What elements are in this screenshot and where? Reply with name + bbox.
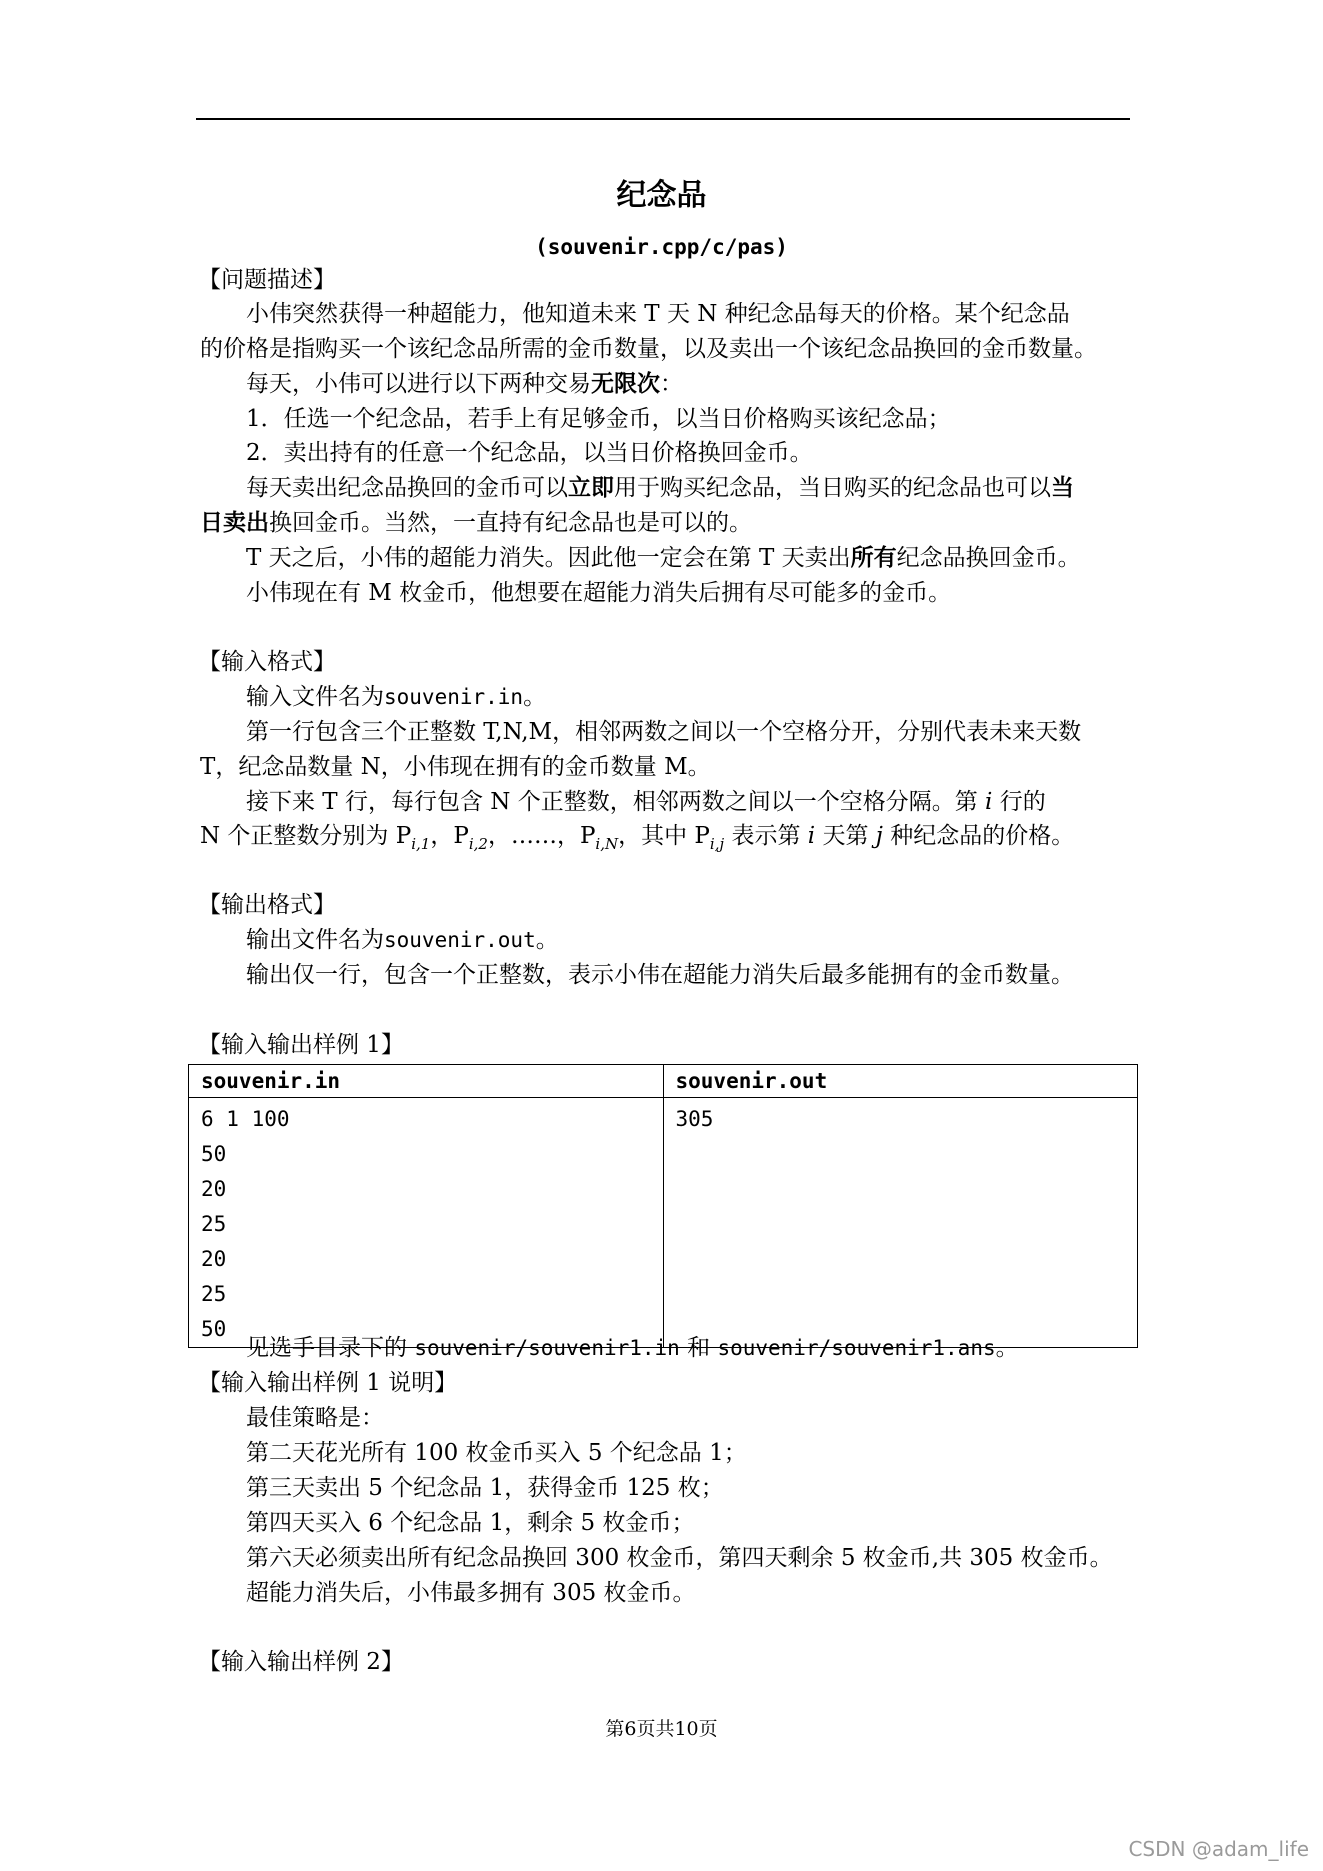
sample2-heading: 【输入输出样例 2】 bbox=[198, 1649, 404, 1675]
section-output-heading: 【输出格式】 bbox=[198, 892, 336, 918]
input-filename-line: 输入文件名为souvenir.in。 bbox=[246, 684, 547, 710]
page-number: 第6页共10页 bbox=[605, 1718, 718, 1740]
sample1-file-note: 见选手目录下的 souvenir/souvenir1.in 和 souvenir/souvenir1.ans。 bbox=[246, 1335, 1019, 1361]
sample-input-line: 25 bbox=[201, 1212, 227, 1236]
problem-filename: (souvenir.cpp/c/pas) bbox=[535, 235, 788, 259]
explain-line: 超能力消失后，小伟最多拥有 305 枚金币。 bbox=[246, 1580, 696, 1606]
desc-paragraph-5: 小伟现在有 M 枚金币，他想要在超能力消失后拥有尽可能多的金币。 bbox=[246, 580, 952, 606]
sample-input-line: 20 bbox=[201, 1247, 227, 1271]
explain-line: 第二天花光所有 100 枚金币买入 5 个纪念品 1； bbox=[246, 1440, 747, 1466]
desc-paragraph-2: 每天，小伟可以进行以下两种交易无限次： bbox=[246, 370, 683, 397]
desc-paragraph-1a: 小伟突然获得一种超能力，他知道未来 T 天 N 种纪念品每天的价格。某个纪念品 bbox=[246, 301, 1070, 327]
output-filename-line: 输出文件名为souvenir.out。 bbox=[246, 927, 559, 953]
watermark: CSDN @adam_life bbox=[1128, 1837, 1309, 1861]
sample1-heading: 【输入输出样例 1】 bbox=[198, 1032, 404, 1058]
sample1-output-header: souvenir.out bbox=[663, 1065, 1138, 1098]
input-line-2b: T，纪念品数量 N，小伟现在拥有的金币数量 M。 bbox=[200, 754, 711, 780]
output-line-2: 输出仅一行，包含一个正整数，表示小伟在超能力消失后最多能拥有的金币数量。 bbox=[246, 962, 1074, 988]
rule-item-2: 2．卖出持有的任意一个纪念品，以当日价格换回金币。 bbox=[246, 440, 813, 466]
rule-item-1: 1．任选一个纪念品，若手上有足够金币，以当日价格购买该纪念品； bbox=[246, 406, 951, 432]
problem-title: 纪念品 bbox=[616, 178, 707, 213]
input-line-3b: N 个正整数分别为 $P_{i,1}$，$P_{i,2}$，……，$P_{i,N}$，其中 $P_{i,j}$ 表示第 i 天第 j 种纪念品的价格。 bbox=[200, 823, 1075, 853]
sample1-explain-heading: 【输入输出样例 1 说明】 bbox=[198, 1370, 458, 1396]
sample-input-line: 50 bbox=[201, 1142, 227, 1166]
desc-paragraph-3a: 每天卖出纪念品换回的金币可以立即用于购买纪念品，当日购买的纪念品也可以当 bbox=[246, 474, 1074, 501]
desc-paragraph-4: T 天之后，小伟的超能力消失。因此他一定会在第 T 天卖出所有纪念品换回金币。 bbox=[246, 544, 1081, 571]
desc-paragraph-1b: 的价格是指购买一个该纪念品所需的金币数量，以及卖出一个该纪念品换回的金币数量。 bbox=[200, 336, 1097, 362]
sample-input-line: 25 bbox=[201, 1282, 227, 1306]
input-line-2a: 第一行包含三个正整数 T,N,M，相邻两数之间以一个空格分开，分别代表未来天数 bbox=[246, 719, 1082, 745]
sample1-input-cell bbox=[189, 1098, 664, 1348]
sample-input-line: 20 bbox=[201, 1177, 227, 1201]
sample-output-line: 305 bbox=[675, 1107, 714, 1131]
input-line-3a: 接下来 T 行，每行包含 N 个正整数，相邻两数之间以一个空格分隔。第 i 行的 bbox=[246, 789, 1046, 815]
explain-line: 第三天卖出 5 个纪念品 1，获得金币 125 枚； bbox=[246, 1475, 724, 1501]
header-rule bbox=[196, 118, 1130, 120]
explain-line: 最佳策略是： bbox=[246, 1405, 384, 1431]
section-input-heading: 【输入格式】 bbox=[198, 649, 336, 675]
section-desc-heading: 【问题描述】 bbox=[198, 267, 336, 293]
sample1-table bbox=[188, 1064, 1138, 1348]
sample1-input-header: souvenir.in bbox=[189, 1065, 664, 1098]
desc-paragraph-3b: 日卖出换回金币。当然，一直持有纪念品也是可以的。 bbox=[200, 509, 752, 536]
explain-line: 第六天必须卖出所有纪念品换回 300 枚金币，第四天剩余 5 枚金币,共 305 枚金币。 bbox=[246, 1545, 1113, 1571]
sample-input-line: 50 bbox=[201, 1317, 227, 1341]
sample-input-line: 6 1 100 bbox=[201, 1107, 290, 1131]
explain-line: 第四天买入 6 个纪念品 1，剩余 5 枚金币； bbox=[246, 1510, 695, 1536]
sample1-output-cell bbox=[663, 1098, 1138, 1348]
